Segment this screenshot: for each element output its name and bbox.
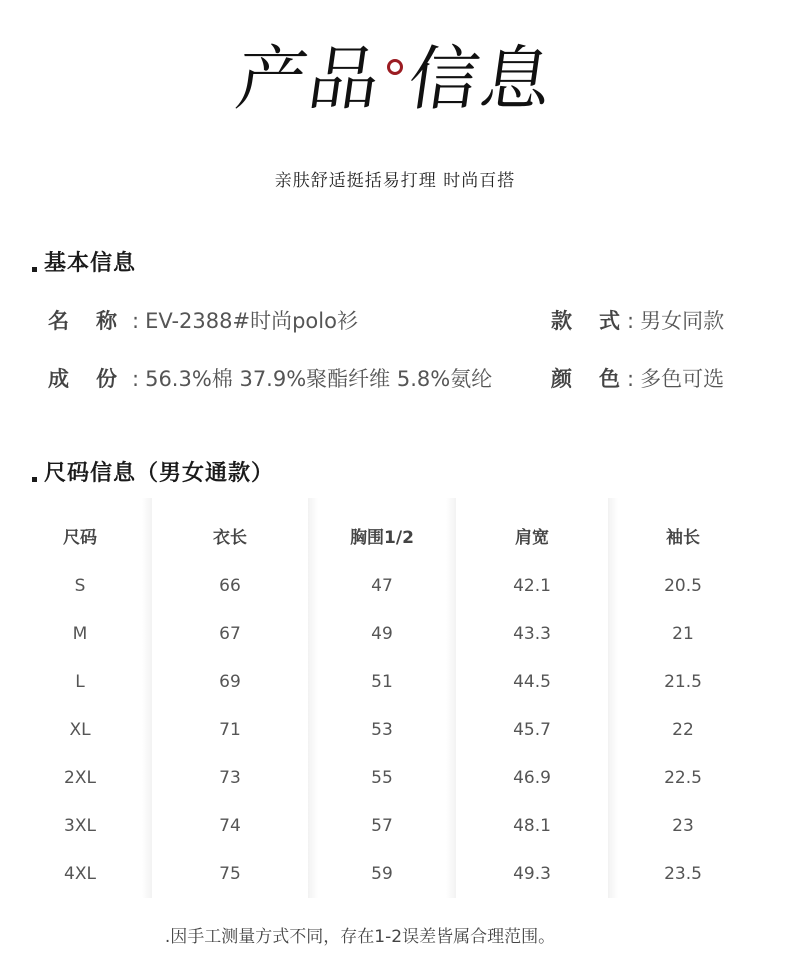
title-ring-ornament	[387, 59, 403, 75]
hero-section	[0, 38, 790, 144]
size-info-heading	[32, 456, 274, 487]
table-cell: 47	[371, 576, 393, 596]
info-row-name	[48, 305, 358, 335]
table-cell: 23.5	[664, 864, 702, 884]
size-info-heading-text: 尺码信息（男女通款）	[44, 461, 275, 486]
basic-info-heading-text: 基本信息	[44, 251, 137, 276]
table-cell: 67	[219, 624, 241, 644]
table-cell: 73	[219, 768, 241, 788]
table-cell: XL	[69, 720, 91, 740]
table-cell: 46.9	[513, 768, 551, 788]
table-cell: 53	[371, 720, 393, 740]
table-cell: 71	[219, 720, 241, 740]
info-value: EV-2388#时尚polo衫	[145, 309, 358, 333]
table-cell: 69	[219, 672, 241, 692]
table-cell: 23	[672, 816, 694, 836]
table-cell: 66	[219, 576, 241, 596]
table-cell: 2XL	[64, 768, 96, 788]
table-cell: 20.5	[664, 576, 702, 596]
table-cell: 3XL	[64, 816, 96, 836]
table-cell: 21	[672, 624, 694, 644]
table-cell: 49.3	[513, 864, 551, 884]
table-header-cell: 袖长	[666, 528, 700, 548]
table-cell: 45.7	[513, 720, 551, 740]
info-label-char: 款	[551, 309, 572, 333]
size-column	[606, 498, 760, 898]
table-cell: 4XL	[64, 864, 96, 884]
table-header-cell: 胸围1/2	[350, 528, 414, 548]
info-label	[48, 305, 132, 335]
info-row-color	[551, 363, 724, 393]
table-cell: 22.5	[664, 768, 702, 788]
title-part-2: 信息	[403, 38, 559, 120]
info-row-composition	[48, 363, 492, 393]
table-cell: 75	[219, 864, 241, 884]
table-cell: 22	[672, 720, 694, 740]
size-column	[152, 498, 308, 898]
table-cell: 59	[371, 864, 393, 884]
info-label-char: 称	[96, 309, 117, 333]
info-label	[551, 363, 627, 393]
table-cell: 42.1	[513, 576, 551, 596]
info-separator: :	[132, 367, 140, 391]
info-separator: :	[627, 309, 635, 333]
basic-info-heading	[32, 246, 136, 277]
info-label-char: 名	[48, 309, 69, 333]
title-part-1: 产品	[231, 38, 387, 120]
table-cell: 57	[371, 816, 393, 836]
info-separator: :	[132, 309, 140, 333]
table-cell: 44.5	[513, 672, 551, 692]
table-cell: 49	[371, 624, 393, 644]
info-label-char: 份	[96, 367, 117, 391]
table-header-cell: 尺码	[63, 528, 97, 548]
size-column	[10, 498, 150, 898]
info-separator: :	[627, 367, 635, 391]
table-cell: 51	[371, 672, 393, 692]
table-cell: L	[75, 672, 85, 692]
table-cell: M	[72, 624, 88, 644]
info-label	[551, 305, 627, 335]
page-title	[231, 38, 559, 120]
size-table	[0, 498, 790, 898]
info-value: 多色可选	[640, 367, 725, 391]
bullet-dot	[32, 477, 37, 482]
table-cell: S	[74, 576, 86, 596]
info-label-char: 色	[599, 367, 620, 391]
table-cell: 21.5	[664, 672, 702, 692]
info-label	[48, 363, 132, 393]
table-header-cell: 肩宽	[515, 528, 549, 548]
tagline: 亲肤舒适挺括易打理 时尚百搭	[274, 171, 516, 191]
size-column	[306, 498, 458, 898]
info-value: 56.3%棉 37.9%聚酯纤维 5.8%氨纶	[145, 367, 493, 391]
info-label-char: 式	[599, 309, 620, 333]
measurement-footnote: .因手工测量方式不同，存在1-2误差皆属合理范围。	[164, 927, 556, 947]
bullet-dot	[32, 267, 37, 272]
table-cell: 74	[219, 816, 241, 836]
info-value: 男女同款	[640, 309, 725, 333]
info-label-char: 颜	[551, 367, 572, 391]
info-label-char: 成	[48, 367, 69, 391]
info-row-style	[551, 305, 724, 335]
table-cell: 43.3	[513, 624, 551, 644]
table-cell: 55	[371, 768, 393, 788]
size-column	[456, 498, 608, 898]
table-header-cell: 衣长	[213, 528, 247, 548]
table-cell: 48.1	[513, 816, 551, 836]
